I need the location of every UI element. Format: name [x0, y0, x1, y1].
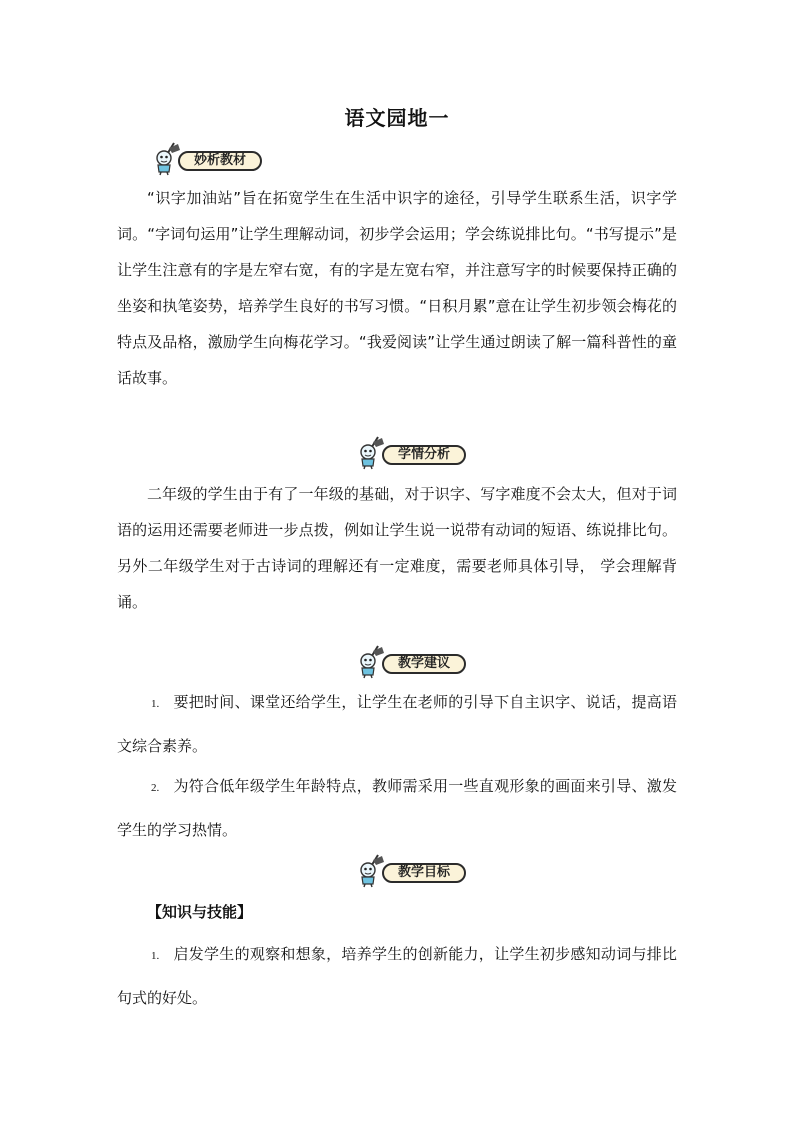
section-heading: 妙析教材 [178, 151, 262, 171]
section-badge-4 [356, 854, 468, 888]
subheading: 【知识与技能】 [147, 903, 253, 921]
section-badge-1 [152, 142, 264, 176]
list-item-text: 启发学生的观察和想象，培养学生的创新能力，让学生初步感知动词与排比句式的好处。 [117, 945, 677, 1007]
page-title: 语文园地一 [344, 106, 450, 130]
list-item-number: 1. [151, 950, 160, 962]
section-heading: 学情分析 [382, 445, 466, 465]
list-item-number: 2. [151, 782, 160, 794]
section-badge-3 [356, 645, 468, 679]
list-item [117, 681, 677, 767]
list-item-text: 要把时间、课堂还给学生，让学生在老师的引导下自主识字、说话，提高语文综合素养。 [117, 693, 677, 755]
list-item-text: 为符合低年级学生年龄特点，教师需采用一些直观形象的画面来引导、激发学生的学习热情。 [117, 777, 677, 839]
list-item-number: 1. [151, 698, 160, 710]
section-paragraph: 二年级的学生由于有了一年级的基础，对于识字、写字难度不会太大，但对于词语的运用还需要老师进一步点拨，例如让学生说一说带有动词的短语、练说排比句。另外二年级学生对于古诗词的理解还有一定难度，需要老师具体引导， 学会理解背诵。 [117, 485, 677, 611]
section-heading: 教学目标 [382, 863, 466, 883]
section-badge-2 [356, 436, 468, 470]
section-heading: 教学建议 [382, 654, 466, 674]
list-item [117, 933, 677, 1019]
list-item [117, 765, 677, 851]
section-paragraph: “识字加油站”旨在拓宽学生在生活中识字的途径，引导学生联系生活，识字学词。“字词句运用”让学生理解动词，初步学会运用；学会练说排比句。“书写提示”是让学生注意有的字是左窄右宽，有的字是左宽右窄，并注意写字的时候要保持正确的坐姿和执笔姿势，培养学生良好的书写习惯。“日积月累”意在让学生初步领会梅花的特点及品格，激励学生向梅花学习。“我爱阅读”让学生通过朗读了解一篇科普性的童话故事。 [117, 189, 677, 387]
